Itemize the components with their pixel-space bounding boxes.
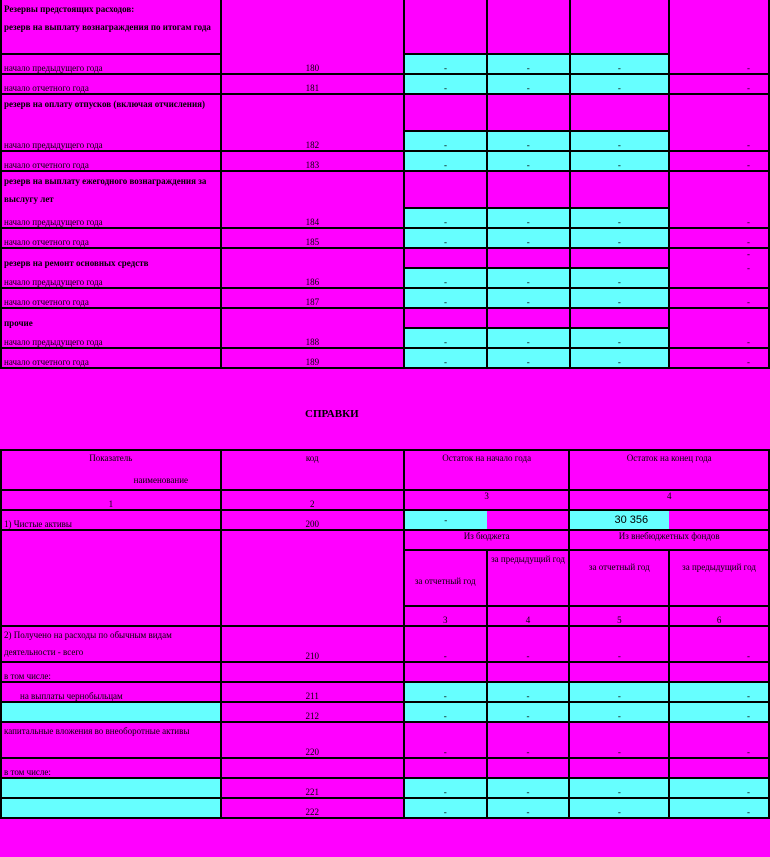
value-cell: - (487, 778, 570, 798)
col-num: 3 (404, 606, 487, 626)
row-label: начало отчетного года (1, 348, 221, 368)
header-name: наименование (133, 475, 189, 485)
value-cell: - (669, 0, 769, 74)
value-cell: - (569, 722, 669, 758)
value-cell: - (669, 348, 769, 368)
value-cell: - (404, 778, 487, 798)
value-cell: - (669, 288, 769, 308)
reporting-year-header: за отчетный год (569, 550, 669, 606)
value-cell: - (487, 228, 570, 248)
reporting-year-header: за отчетный год (404, 550, 487, 606)
col-num: 5 (569, 606, 669, 626)
code-cell: 181 (221, 74, 404, 94)
previous-year-header: за предыдущий год (487, 550, 570, 606)
value-cell: - (487, 348, 570, 368)
value-cell: - (570, 348, 670, 368)
value-cell: - (570, 228, 670, 248)
reserves-header-label: Резервы предстоящих расходов: резерв на выплату вознаграждения по итогам года (1, 0, 221, 54)
value-cell: - (570, 208, 670, 228)
value-cell: - (570, 54, 670, 74)
col-num: 3 (404, 490, 570, 510)
code-cell: 185 (221, 228, 404, 248)
header-indicator: Показатель наименование (1, 450, 221, 490)
header-start-balance: Остаток на начало года (404, 450, 570, 490)
row-label (1, 778, 221, 798)
value-cell: - (404, 288, 487, 308)
row-label: 2) Получено на расходы по обычным видам деятельности - всего (1, 626, 221, 662)
value-cell: - (404, 682, 487, 702)
code-cell: 189 (221, 348, 404, 368)
group-title: резерв на оплату отпусков (включая отчисления) (1, 94, 221, 131)
spravki-title: СПРАВКИ (305, 408, 359, 420)
value-cell: - (669, 626, 769, 662)
value-cell: - (404, 131, 487, 151)
value-cell: - (404, 208, 487, 228)
value-cell: - (404, 268, 487, 288)
value-cell: - (669, 778, 769, 798)
from-budget-header: Из бюджета (404, 530, 570, 550)
code-cell: 200 (221, 510, 404, 530)
row-label: в том числе: (1, 662, 221, 682)
value-cell: - (570, 288, 670, 308)
spravki-table (0, 449, 770, 819)
value-cell: - (487, 288, 570, 308)
group-title: резерв на выплату вознаграждения по итогам года (4, 22, 211, 32)
code-cell: 187 (221, 288, 404, 308)
row-label: начало предыдущего года (1, 328, 221, 348)
value-cell: - (569, 798, 669, 818)
row-label (1, 798, 221, 818)
code-cell: 220 (221, 722, 404, 758)
net-assets-start: - (404, 510, 570, 530)
value-cell: - (570, 268, 670, 288)
row-label: начало предыдущего года (1, 208, 221, 228)
header-end-balance: Остаток на конец года (569, 450, 769, 490)
value-cell: - (404, 151, 487, 171)
value-cell: - (669, 722, 769, 758)
col-num: 6 (669, 606, 769, 626)
value-cell: - (487, 208, 570, 228)
code-cell: 210 (221, 626, 404, 662)
value-cell: - (487, 798, 570, 818)
group-title: резерв на ремонт основных средств (1, 248, 221, 268)
row-label: на выплаты чернобыльцам (1, 682, 221, 702)
group-title: резерв на выплату ежегодного вознаграждения за выслугу лет (1, 171, 221, 208)
value-cell: - - (669, 248, 769, 288)
value-cell: - (404, 328, 487, 348)
code-cell: 186 (221, 248, 404, 288)
value-cell: - (404, 626, 487, 662)
value-cell: - (487, 74, 570, 94)
previous-year-header: за предыдущий год (669, 550, 769, 606)
col-num: 4 (487, 606, 570, 626)
value-cell: - (569, 626, 669, 662)
value-cell: - (669, 151, 769, 171)
value-cell: - (570, 74, 670, 94)
code-cell: 180 (221, 0, 404, 74)
value-cell: - (669, 682, 769, 702)
value-cell: - (404, 722, 487, 758)
value-cell: - (487, 626, 570, 662)
value-cell: - (487, 682, 570, 702)
value-cell: - (570, 151, 670, 171)
code-cell: 222 (221, 798, 404, 818)
code-cell: 211 (221, 682, 404, 702)
row-label: начало предыдущего года (1, 131, 221, 151)
row-label: начало отчетного года (1, 228, 221, 248)
col-num: 1 (1, 490, 221, 510)
value-cell: - (669, 74, 769, 94)
row-label: в том числе: (1, 758, 221, 778)
value-cell: - (569, 702, 669, 722)
col-num: 4 (569, 490, 769, 510)
value-cell: - (669, 798, 769, 818)
value-cell: - (487, 54, 570, 74)
row-label: начало отчетного года (1, 74, 221, 94)
code-cell: 188 (221, 308, 404, 348)
value-cell: - (404, 74, 487, 94)
net-assets-end: 30 356 (569, 510, 769, 530)
net-assets-label: 1) Чистые активы (1, 510, 221, 530)
value-cell: - (487, 702, 570, 722)
value-cell: - (669, 228, 769, 248)
value-cell: - (487, 268, 570, 288)
value-cell: - (404, 228, 487, 248)
code-cell: 183 (221, 151, 404, 171)
from-offbudget-header: Из внебюджетных фондов (569, 530, 769, 550)
value-cell: - (570, 131, 670, 151)
value-cell: - (669, 171, 769, 228)
value-cell: - (570, 328, 670, 348)
value-cell: - (487, 131, 570, 151)
group-title: прочие (1, 308, 221, 328)
reserves-table (0, 0, 770, 369)
header-code: код (221, 450, 404, 490)
code-cell: 221 (221, 778, 404, 798)
value-cell: - (404, 348, 487, 368)
col-num: 2 (221, 490, 404, 510)
row-label (1, 702, 221, 722)
row-label: начало предыдущего года (1, 54, 221, 74)
value-cell: - (669, 94, 769, 151)
value-cell: - (404, 54, 487, 74)
value-cell: - (669, 702, 769, 722)
value-cell: - (487, 151, 570, 171)
value-cell: - (569, 682, 669, 702)
row-label: капитальные вложения во внеоборотные активы (1, 722, 221, 758)
value-cell: - (404, 798, 487, 818)
value-cell: - (487, 328, 570, 348)
row-label: начало отчетного года (1, 288, 221, 308)
row-label: начало отчетного года (1, 151, 221, 171)
code-cell: 182 (221, 94, 404, 151)
value-cell: - (487, 722, 570, 758)
value-cell: - (404, 702, 487, 722)
value-cell: - (569, 778, 669, 798)
row-label: начало предыдущего года (1, 268, 221, 288)
code-cell: 212 (221, 702, 404, 722)
value-cell: - (669, 308, 769, 348)
code-cell: 184 (221, 171, 404, 228)
